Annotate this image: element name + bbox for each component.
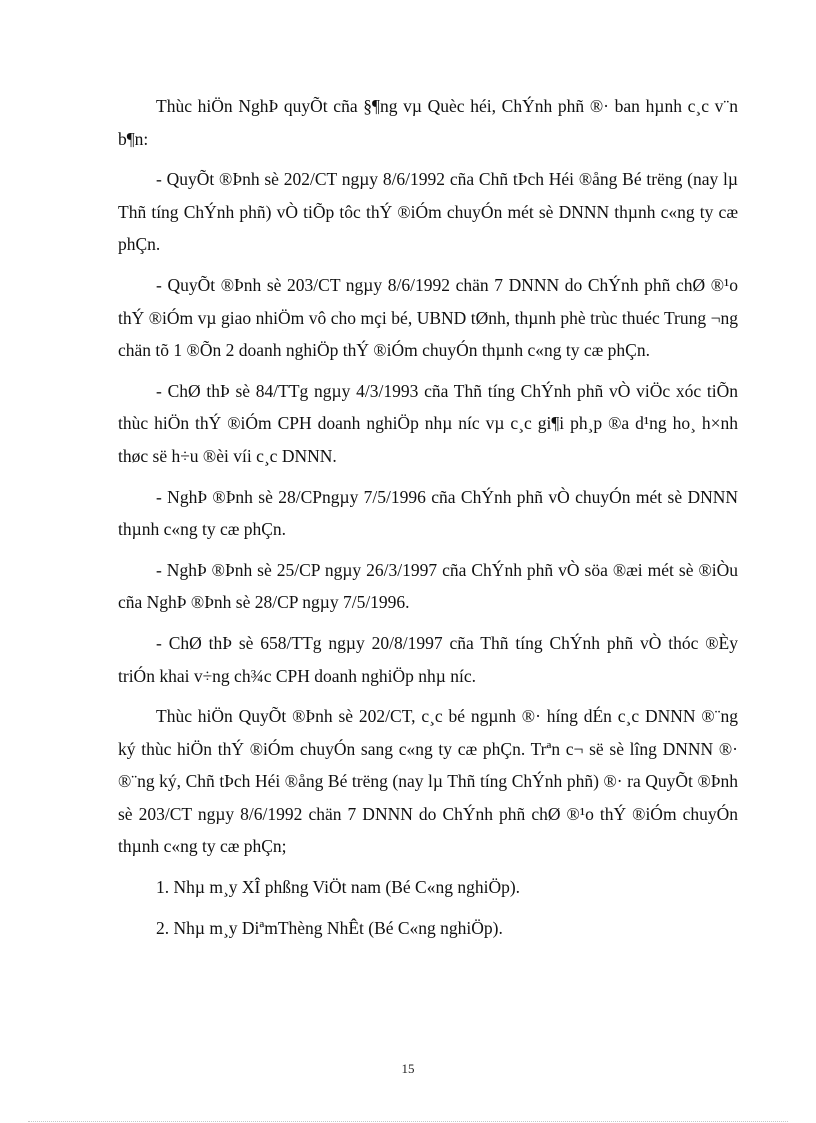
- enterprise-item-2: 2. Nhµ m¸y DiªmThèng NhÊt (Bé C«ng nghiÖp).: [156, 917, 503, 938]
- page-number: 15: [401, 1061, 415, 1076]
- list-item-decision-203: - QuyÕt ®Þnh sè 203/CT ngµy 8/6/1992 chän 7 DNNN do ChÝnh phñ chØ ®¹o thÝ ®iÓm vµ giao nhiÖm vô cho mçi bé, UBND tØnh, thµnh phè trùc thuéc Trung ¬ng chän tõ 1 ®Õn 2 doanh nghiÖp thÝ ®iÓm chuyÓn thµnh c«ng ty cæ phÇn.: [118, 274, 738, 361]
- list-item-decree-28: - NghÞ ®Þnh sè 28/CPngµy 7/5/1996 cña ChÝnh phñ vÒ chuyÓn mét sè DNNN thµnh c«ng ty cæ phÇn.: [118, 486, 738, 540]
- intro-paragraph: Thùc hiÖn NghÞ quyÕt cña §¶ng vµ Quèc héi, ChÝnh phñ ®· ban hµnh c¸c v¨n b¶n:: [118, 96, 738, 149]
- page-bottom-divider: [28, 1121, 788, 1122]
- enterprise-item-1: 1. Nhµ m¸y XÎ phßng ViÖt nam (Bé C«ng nghiÖp).: [156, 877, 521, 898]
- list-item-decision-202: - QuyÕt ®Þnh sè 202/CT ngµy 8/6/1992 cña Chñ tÞch Héi ®ång Bé trëng (nay lµ Thñ tíng ChÝnh phñ) vÒ tiÕp tôc thÝ ®iÓm chuyÓn mét sè DNNN thµnh c«ng ty cæ phÇn.: [118, 169, 738, 255]
- list-item-directive-658: - ChØ thÞ sè 658/TTg ngµy 20/8/1997 cña Thñ tíng ChÝnh phñ vÒ thóc ®Èy triÓn khai v÷ng ch¾c CPH doanh nghiÖp nhµ níc.: [118, 632, 738, 686]
- list-item-directive-84: - ChØ thÞ sè 84/TTg ngµy 4/3/1993 cña Thñ tíng ChÝnh phñ vÒ viÖc xóc tiÕn thùc hiÖn thÝ ®iÓm CPH doanh nghiÖp nhµ níc vµ c¸c gi¶i ph¸p ®a d¹ng ho¸ h×nh thøc së h÷u ®èi víi c¸c DNNN.: [118, 380, 738, 466]
- document-body: [118, 90, 738, 952]
- list-item-decree-25: - NghÞ ®Þnh sè 25/CP ngµy 26/3/1997 cña ChÝnh phñ vÒ söa ®æi mét sè ®iÒu cña NghÞ ®Þnh sè 28/CP ngµy 7/5/1996.: [118, 559, 738, 613]
- implementation-paragraph: Thùc hiÖn QuyÕt ®Þnh sè 202/CT, c¸c bé ngµnh ®· híng dÉn c¸c DNNN ®¨ng ký thùc hiÖn thÝ ®iÓm chuyÓn sang c«ng ty cæ phÇn. Trªn c¬ së sè lîng DNNN ®· ®¨ng ký, Chñ tÞch Héi ®ång Bé trëng (nay lµ Thñ tíng ChÝnh phñ) ®· ra QuyÕt ®Þnh sè 203/CT ngµy 8/6/1992 chän 7 DNNN do ChÝnh phñ chØ ®¹o thÝ ®iÓm chuyÓn thµnh c«ng ty cæ phÇn;: [118, 706, 738, 857]
